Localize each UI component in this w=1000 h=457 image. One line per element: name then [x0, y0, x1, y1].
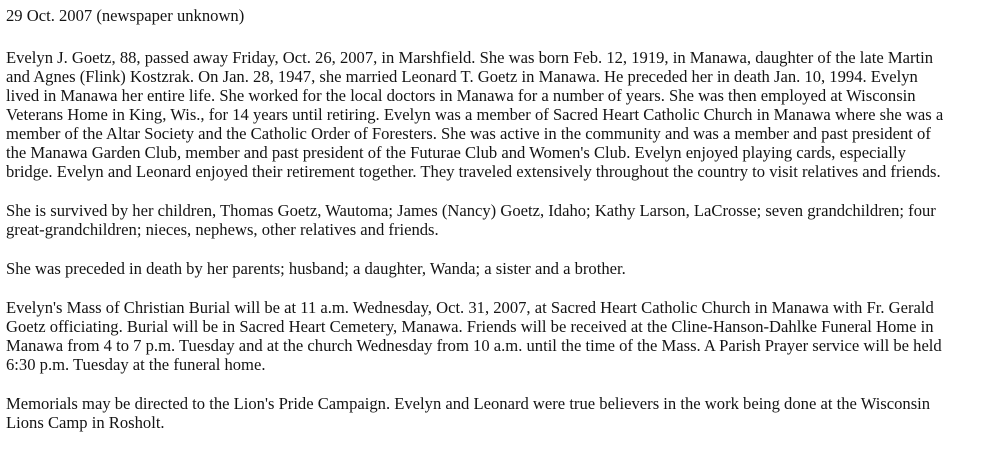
text-line: Lions Camp in Rosholt. [6, 413, 165, 432]
text-line: Evelyn's Mass of Christian Burial will be at 11 a.m. Wednesday, Oct. 31, 2007, at Sacred Heart Catholic Church in Manawa with Fr. Gerald [6, 298, 934, 317]
paragraph-biography [6, 48, 990, 181]
text-line: bridge. Evelyn and Leonard enjoyed their retirement together. They traveled extensively throughout the country to visit relatives and friends. [6, 162, 941, 181]
paragraph-survivors [6, 201, 990, 239]
text-line: and Agnes (Flink) Kostzrak. On Jan. 28, 1947, she married Leonard T. Goetz in Manawa. He preceded her in death Jan. 10, 1994. Evelyn [6, 67, 918, 86]
text-line: She is survived by her children, Thomas Goetz, Wautoma; James (Nancy) Goetz, Idaho; Kathy Larson, LaCrosse; seven grandchildren; four [6, 201, 936, 220]
text-line: Memorials may be directed to the Lion's Pride Campaign. Evelyn and Leonard were true believers in the work being done at the Wisconsin [6, 394, 931, 413]
paragraph-memorials [6, 394, 990, 432]
text-line: lived in Manawa her entire life. She worked for the local doctors in Manawa for a number of years. She was then employed at Wisconsin [6, 86, 916, 105]
paragraph-services [6, 298, 990, 374]
text-line: Evelyn J. Goetz, 88, passed away Friday, Oct. 26, 2007, in Marshfield. She was born Feb. 12, 1919, in Manawa, daughter of the late Martin [6, 48, 934, 67]
date-header: 29 Oct. 2007 (newspaper unknown) [6, 6, 245, 25]
text-line: Manawa from 4 to 7 p.m. Tuesday and at the church Wednesday from 10 a.m. until the time of the Mass. A Parish Prayer service will be held [6, 336, 942, 355]
text-line: great-grandchildren; nieces, nephews, other relatives and friends. [6, 220, 439, 239]
text-line: Veterans Home in King, Wis., for 14 years until retiring. Evelyn was a member of Sacred Heart Catholic Church in Manawa where she was a [6, 105, 944, 124]
text-line: 6:30 p.m. Tuesday at the funeral home. [6, 355, 266, 374]
text-line: She was preceded in death by her parents; husband; a daughter, Wanda; a sister and a brother. [6, 259, 626, 278]
text-line: Goetz officiating. Burial will be in Sacred Heart Cemetery, Manawa. Friends will be received at the Cline-Hanson-Dahlke Funeral Home in [6, 317, 934, 336]
text-line: the Manawa Garden Club, member and past president of the Futurae Club and Women's Club. Evelyn enjoyed playing cards, especially [6, 143, 906, 162]
text-line: member of the Altar Society and the Catholic Order of Foresters. She was active in the community and was a member and past president of [6, 124, 931, 143]
paragraph-preceded [6, 259, 990, 278]
